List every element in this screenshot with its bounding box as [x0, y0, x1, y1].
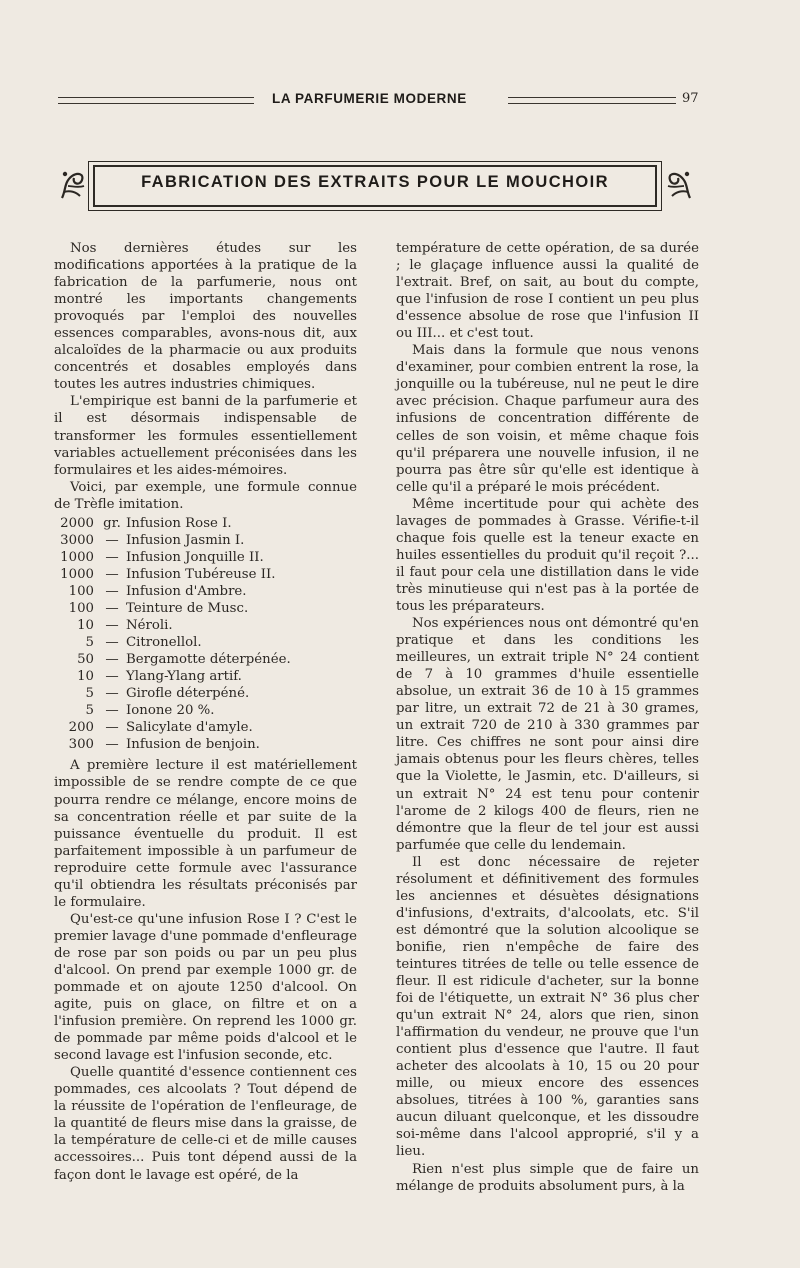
formula-row: 2000 gr. Infusion Rose I. — [60, 515, 232, 531]
paragraph: A première lecture il est matériellement impossible de se rendre compte de ce que pourra rendre ce mélange, encore moins de sa concentration réelle et par suite de la puissance éventuelle du produit. Il est parfaitement impossible à un parfumeur de reproduire cette formule avec l'assurance qu'il obtiendra les résultats préconisés par le formulaire. — [54, 758, 357, 910]
running-header — [58, 90, 700, 110]
paragraph: Même incertitude pour qui achète des lavages de pommades à Grasse. Vérifie-t-il chaque fois quelle est la teneur exacte en huiles essentielles du produit qu'il reçoit ?... il faut pour cela une distillation dans le vide très minutieuse qui n'est pas à la portée de tous les préparateurs. — [396, 496, 699, 614]
formula-row: 5 — Ionone 20 %. — [85, 703, 215, 719]
leaf-ornament-icon — [664, 168, 694, 202]
right-column — [396, 240, 699, 1195]
paragraph: Quelle quantité d'essence contiennent ces pommades, ces alcoolats ? Tout dépend de la réussite de l'opération de l'enfleurage, de la quantité de fleurs mise dans la graisse, de la température de celle-ci et de mille causes accessoires... Puis tont dépend aussi de la façon dont le lavage est opéré, de la — [54, 1065, 357, 1183]
paragraph: Nos expériences nous ont démontré qu'en pratique et dans les conditions les meilleures, un extrait triple N° 24 contient de 7 à 10 grammes d'huile essentielle absolue, un extrait 36 de 10 à 15 grammes par litre, un extrait 72 de 21 à 30 grames, un extrait 720 de 210 à 330 grammes par litre. Ces chiffres ne sont pour ainsi dire jamais obtenus pour les fleurs chères, telles que la Violette, le Jasmin, etc. D'ailleurs, si un extrait N° 24 est tenu pour contenir l'arome de 2 kilogs 400 de fleurs, rien ne démontre que la fleur de tel jour est aussi parfumée que celle du lendemain. — [396, 616, 699, 853]
title-banner — [88, 161, 662, 211]
formula-row: 100 — Infusion d'Ambre. — [68, 583, 247, 599]
paragraph: Rien n'est plus simple que de faire un mélange de produits absolument purs, à la — [396, 1161, 699, 1194]
formula-row: 1000 — Infusion Jonquille II. — [60, 549, 264, 565]
formula-row: 300 — Infusion de benjoin. — [68, 737, 260, 753]
paragraph: température de cette opération, de sa durée ; le glaçage influence aussi la qualité de l'extrait. Bref, on sait, au bout du compte, que l'infusion de rose I contient un peu plus d'essence absolue de rose que l'infusion II ou III... et c'est tout. — [396, 241, 699, 342]
formula-row: 1000 — Infusion Tubéreuse II. — [60, 566, 276, 582]
formula-row: 100 — Teinture de Musc. — [68, 600, 249, 616]
formula-row: 10 — Ylang-Ylang artif. — [77, 669, 242, 685]
formula-row: 200 — Salicylate d'amyle. — [68, 720, 253, 736]
formula-row: 50 — Bergamotte déterpénée. — [77, 652, 291, 668]
formula-row: 5 — Girofle déterpéné. — [85, 686, 250, 702]
formula-list — [54, 515, 357, 754]
paragraph: Nos dernières études sur les modifications apportées à la pratique de la fabrication de la parfumerie, nous ont montré les importants changements provoqués par l'emploi des nouvelles essences comparables, avons-nous dit, aux alcaloïdes de la pharmacie ou aux produits concentrés et dosables employés dans toutes les autres industries chimiques. — [54, 241, 357, 393]
journal-title: LA PARFUMERIE MODERNE — [272, 91, 467, 106]
paragraph: Qu'est-ce qu'une infusion Rose I ? C'est le premier lavage d'une pommade d'enfleurage de rose par son poids ou par un peu plus d'alcool. On prend par exemple 1000 gr. de pommade et on ajoute 1250 d'alcool. On agite, puis on glace, on filtre et on a l'infusion première. On reprend les 1000 gr. de pommade par même poids d'alcool et le second lavage est l'infusion seconde, etc. — [54, 911, 357, 1064]
paragraph: Voici, par exemple, une formule connue de Trèfle imitation. — [54, 479, 357, 512]
formula-row: 10 — Néroli. — [77, 618, 173, 634]
paragraph: Il est donc nécessaire de rejeter résolument et définitivement des formules les anciennes et désuètes désignations d'infusions, d'extraits, d'alcoolats, etc. S'il est démontré que la solution alcoolique se bonifie, rien n'empêche de faire des teintures titrées de telle ou telle essence de fleur. Il est ridicule d'acheter, sur la bonne foi de l'étiquette, un extrait N° 36 plus cher qu'un extrait N° 24, alors que rien, sinon l'affirmation du vendeur, ne prouve que l'un contient plus d'essence que l'autre. Il faut acheter des alcoolats à 10, 15 ou 20 pour mille, ou mieux encore des essences absolues, titrées à 100 %, garanties sans aucun diluant quelconque, et les dissoudre soi-même dans l'alcool approprié, s'il y a lieu. — [396, 854, 699, 1160]
left-column — [54, 240, 357, 1184]
formula-row: 5 — Citronellol. — [85, 635, 202, 651]
leaf-ornament-icon — [58, 168, 88, 202]
header-rule-left — [58, 97, 254, 104]
paragraph: Mais dans la formule que nous venons d'examiner, pour combien entrent la rose, la jonquille ou la tubéreuse, nul ne peut le dire avec précision. Chaque parfumeur aura des infusions de concentration différente de celles de son voisin, et même chaque fois qu'il préparera une nouvelle infusion, il ne pourra pas être sûr qu'elle est identique à celle qu'il a préparé le mois précédent. — [396, 343, 699, 495]
page-number: 97 — [682, 91, 699, 106]
header-rule-right — [508, 97, 676, 104]
formula-row: 3000 — Infusion Jasmin I. — [60, 532, 245, 548]
article-title: FABRICATION DES EXTRAITS POUR LE MOUCHOIR — [141, 173, 609, 191]
paragraph: L'empirique est banni de la parfumerie et il est désormais indispensable de transformer les formules essentiellement variables actuellement préconisées dans les formulaires et les aides-mémoires. — [54, 394, 357, 478]
